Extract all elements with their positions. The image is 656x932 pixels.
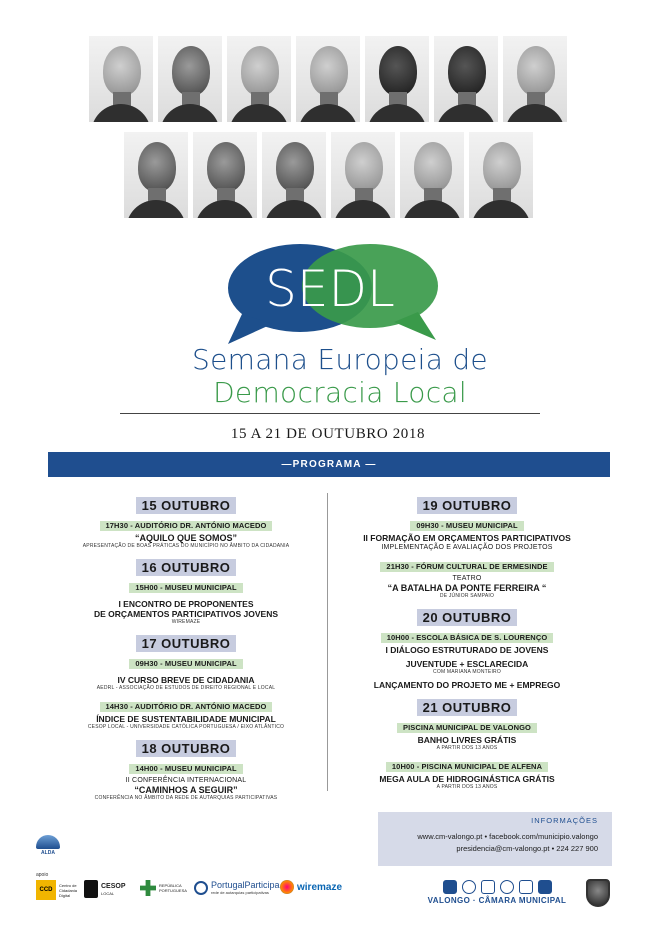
column-divider	[327, 493, 328, 791]
people-icon	[500, 880, 514, 894]
portrait-photo	[89, 36, 153, 122]
portrait-photo	[262, 132, 326, 218]
portrait-photo	[124, 132, 188, 218]
event-title	[190, 343, 490, 409]
portrait-photo	[158, 36, 222, 122]
portrait-row-1	[78, 36, 578, 122]
portrait-photo	[227, 36, 291, 122]
program-right-column	[342, 497, 592, 800]
event-name: BANHO LIVRES GRÁTIS	[417, 735, 517, 745]
portugal-participa-icon	[194, 881, 208, 895]
valongo-icon-row	[422, 880, 572, 894]
event-note: A PARTIR DOS 13 ANOS	[436, 745, 498, 751]
time-venue: 21H30 - FÓRUM CULTURAL DE ERMESINDE	[380, 562, 553, 572]
portrait-photo	[400, 132, 464, 218]
day-heading: 20 OUTUBRO	[417, 609, 518, 626]
event-name: JUVENTUDE + ESCLARECIDA	[405, 659, 529, 669]
event-note: APRESENTAÇÃO DE BOAS PRÁTICAS DO MUNICÍPIO NO ÂMBITO DA CIDADANIA	[82, 543, 290, 549]
portrait-photo	[331, 132, 395, 218]
program-left-column	[62, 497, 310, 811]
event-name: “A BATALHA DA PONTE FERREIRA “	[387, 583, 547, 593]
day-heading: 17 OUTUBRO	[136, 635, 237, 652]
municipal-crest-icon	[586, 879, 610, 907]
event-name: “CAMINHOS A SEGUIR”	[134, 785, 238, 795]
event-note: CONFERÊNCIA NO ÂMBITO DA REDE DE AUTARQUIAS PARTICIPATIVAS	[94, 795, 278, 801]
alda-badge-icon	[36, 835, 60, 849]
event-name: MEGA AULA DE HIDROGINÁSTICA GRÁTIS	[379, 774, 555, 784]
time-venue: 10H00 - PISCINA MUNICIPAL DE ALFENA	[386, 762, 548, 772]
event-note: DE JÚNIOR SAMPAIO	[439, 593, 495, 599]
portrait-photo	[193, 132, 257, 218]
info-box	[378, 812, 612, 866]
programa-banner: —PROGRAMA —	[48, 452, 610, 477]
event-name: “AQUILO QUE SOMOS”	[134, 533, 237, 543]
day-heading: 21 OUTUBRO	[417, 699, 518, 716]
event-subtitle: TEATRO	[452, 575, 482, 582]
event-name: ÍNDICE DE SUSTENTABILIDADE MUNICIPAL	[96, 714, 276, 724]
cesop-logo: CESOP LOCAL	[84, 880, 126, 898]
government-logo: REPÚBLICA PORTUGUESA	[140, 880, 195, 896]
info-web-link[interactable]: www.cm-valongo.pt • facebook.com/municipio.valongo	[417, 832, 598, 841]
day-heading: 18 OUTUBRO	[136, 740, 237, 757]
title-divider	[120, 413, 540, 414]
day-17-block	[62, 635, 310, 731]
valongo-logo: VALONGO · CÂMARA MUNICIPAL	[422, 880, 572, 905]
portrait-photo	[296, 36, 360, 122]
alda-logo: ALDA	[36, 835, 60, 856]
event-name: LANÇAMENTO DO PROJETO ME + EMPREGO	[373, 680, 561, 690]
day-heading: 19 OUTUBRO	[417, 497, 518, 514]
mountain-icon	[443, 880, 457, 894]
portrait-photo	[503, 36, 567, 122]
event-note: A PARTIR DOS 13 ANOS	[436, 784, 498, 790]
portrait-grid	[78, 36, 578, 228]
event-dates: 15 A 21 DE OUTUBRO 2018	[230, 426, 426, 442]
event-subtitle: II CONFERÊNCIA INTERNACIONAL	[125, 777, 247, 784]
ccd-mark: CCD	[36, 880, 56, 900]
time-venue: 17H30 - AUDITÓRIO DR. ANTÓNIO MACEDO	[100, 521, 273, 531]
logo-acronym: SEDL	[265, 260, 395, 318]
day-20-block	[342, 609, 592, 690]
wiremaze-icon	[280, 880, 294, 894]
cesop-icon	[84, 880, 98, 898]
event-note: COM MARIANA MONTEIRO	[433, 669, 501, 675]
event-name: DE ORÇAMENTOS PARTICIPATIVOS JOVENS	[93, 609, 279, 619]
day-heading: 15 OUTUBRO	[136, 497, 237, 514]
apoio-label: apoio	[36, 872, 49, 878]
portrait-photo	[434, 36, 498, 122]
event-name: I ENCONTRO DE PROPONENTES	[118, 599, 254, 609]
info-contact[interactable]: presidencia@cm-valongo.pt • 224 227 900	[456, 844, 598, 853]
day-15-block	[62, 497, 310, 550]
sedl-logo	[222, 236, 442, 348]
time-venue: 09H30 - MUSEU MUNICIPAL	[129, 659, 242, 669]
day-19-block	[342, 497, 592, 600]
portrait-photo	[469, 132, 533, 218]
time-venue: PISCINA MUNICIPAL DE VALONGO	[397, 723, 537, 733]
event-name: IV CURSO BREVE DE CIDADANIA	[117, 675, 255, 685]
time-venue: 15H00 - MUSEU MUNICIPAL	[129, 583, 242, 593]
event-note: WIREMAZE	[171, 619, 201, 625]
accessibility-icon	[519, 880, 533, 894]
time-venue: 09H30 - MUSEU MUNICIPAL	[410, 521, 523, 531]
event-title-line-2: Democracia Local	[213, 376, 467, 409]
wiremaze-logo: wiremaze	[280, 880, 342, 894]
ccd-logo: CCD Centro de Cidadania Digital	[36, 880, 87, 900]
event-title-line-1: Semana Europeia de	[192, 343, 488, 376]
day-21-block	[342, 699, 592, 791]
event-note: IMPLEMENTAÇÃO E AVALIAÇÃO DOS PROJETOS	[381, 544, 553, 551]
government-cross-icon	[140, 880, 156, 896]
portugal-participa-logo: PortugalParticipa rede de autarquias participativas	[194, 880, 280, 895]
day-heading: 16 OUTUBRO	[136, 559, 237, 576]
portrait-row-2	[78, 132, 578, 218]
event-note: AEDRL - ASSOCIAÇÃO DE ESTUDOS DE DIREITO REGIONAL E LOCAL	[96, 685, 276, 691]
event-note: CESOP LOCAL - UNIVERSIDADE CATÓLICA PORTUGUESA / EIXO ATLÂNTICO	[87, 724, 285, 730]
event-name: II FORMAÇÃO EM ORÇAMENTOS PARTICIPATIVOS	[363, 533, 571, 543]
event-name: I DIÁLOGO ESTRUTURADO DE JOVENS	[385, 645, 549, 655]
day-18-block	[62, 740, 310, 802]
day-16-block	[62, 559, 310, 626]
time-venue: 10H00 - ESCOLA BÁSICA DE S. LOURENÇO	[381, 633, 554, 643]
time-venue: 14H30 - AUDITÓRIO DR. ANTÓNIO MACEDO	[100, 702, 273, 712]
flower-icon	[462, 880, 476, 894]
portrait-photo	[365, 36, 429, 122]
building-icon	[538, 880, 552, 894]
time-venue: 14H00 - MUSEU MUNICIPAL	[129, 764, 242, 774]
monitor-icon	[481, 880, 495, 894]
info-heading: INFORMAÇÕES	[531, 816, 598, 825]
